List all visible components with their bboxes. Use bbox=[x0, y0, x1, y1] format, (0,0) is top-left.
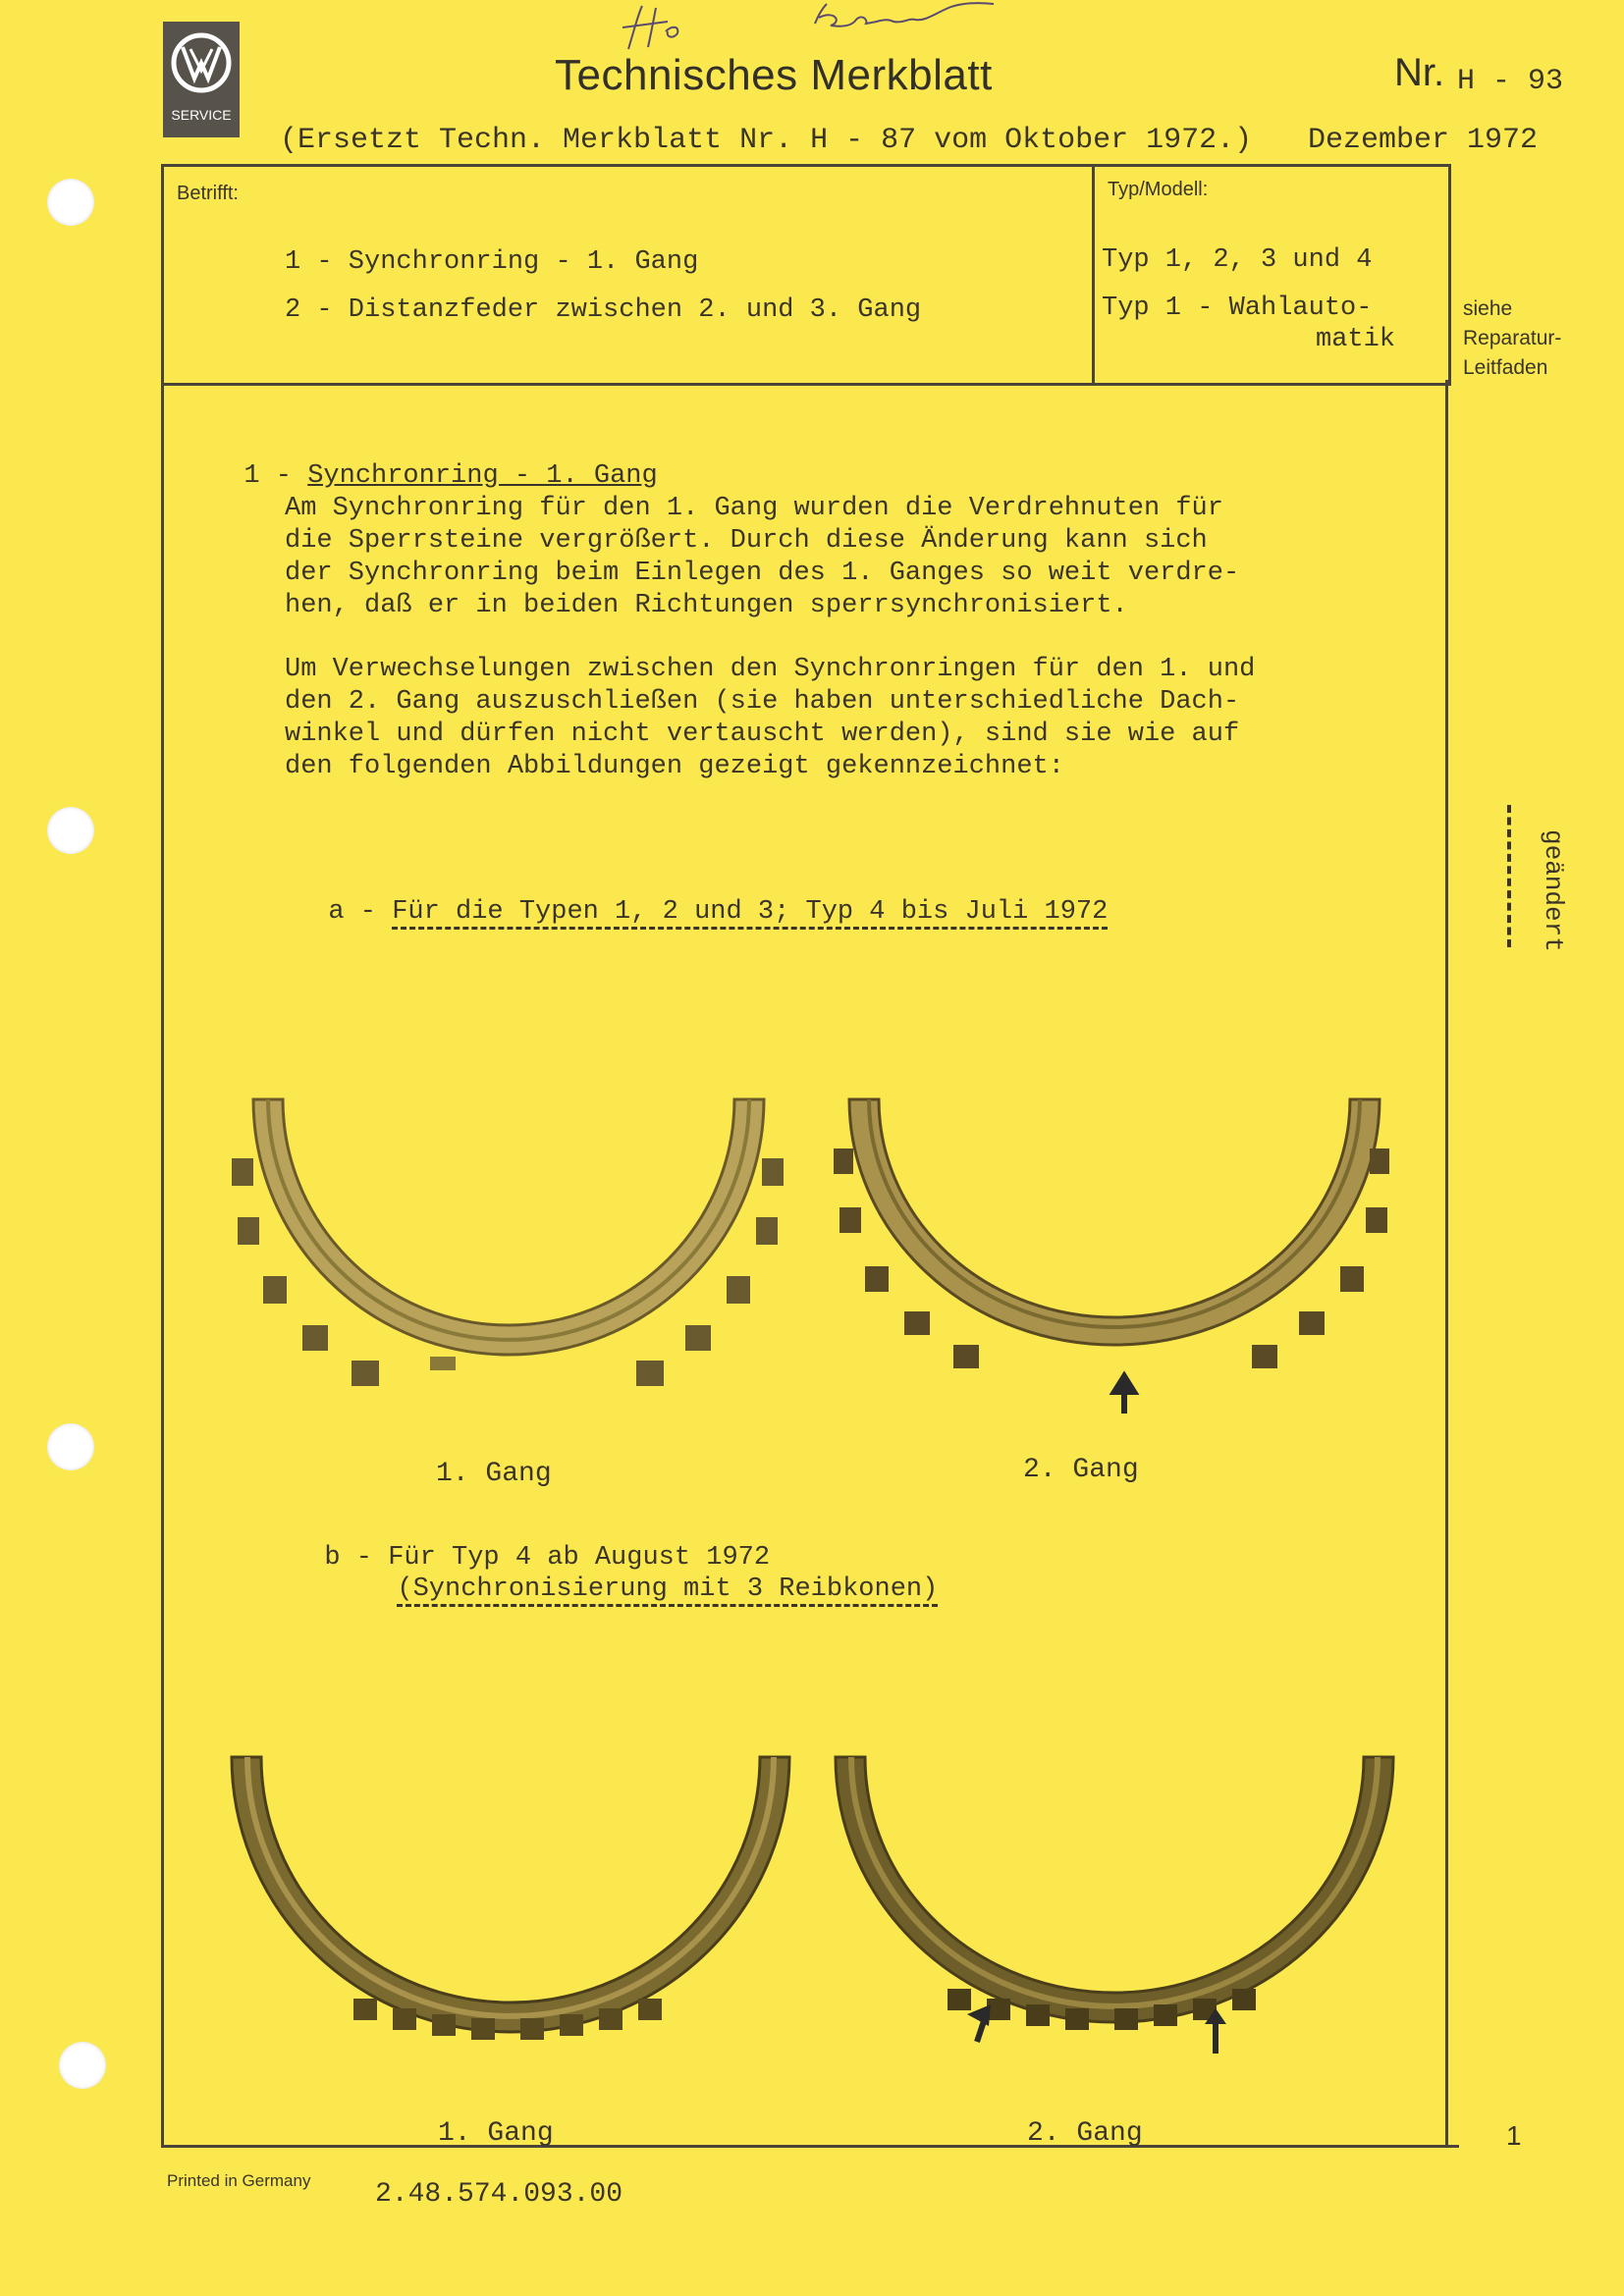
change-bar bbox=[1507, 805, 1515, 947]
doc-number-label: Nr. bbox=[1394, 51, 1445, 94]
part-a-label: Für die Typen 1, 2 und 3; Typ 4 bis Juli 1972 bbox=[392, 897, 1108, 930]
frame-bottom-line bbox=[161, 2145, 1459, 2148]
printed-in-note: Printed in Germany bbox=[167, 2171, 311, 2190]
frame-left-line bbox=[161, 380, 164, 2147]
caption-1st-gear: 1. Gang bbox=[436, 1459, 552, 1489]
part-b-label: Für Typ 4 ab August 1972 bbox=[388, 1543, 771, 1573]
subject-item: 1 - Synchronring - 1. Gang bbox=[285, 247, 699, 277]
punch-hole bbox=[47, 1423, 94, 1470]
caption-2nd-gear-b: 2. Gang bbox=[1027, 2118, 1143, 2149]
change-marker: geändert bbox=[1539, 829, 1568, 952]
part-a-prefix: a - bbox=[328, 897, 393, 927]
ring-image-2nd-gear-a bbox=[830, 1090, 1399, 1433]
paragraph: Um Verwechselungen zwischen den Synchronringen für den 1. und den 2. Gang auszuschließen (sie haben unterschiedliche Dach- winkel und dürfen nicht vertauscht werden), sind sie wie auf den folgenden Abbildungen gezeigt gekennzeichnet: bbox=[285, 655, 1256, 781]
side-note-line: Leitfaden bbox=[1463, 356, 1548, 379]
caption-1st-gear-b: 1. Gang bbox=[438, 2118, 554, 2149]
typ-modell-label: Typ/Modell: bbox=[1108, 179, 1209, 200]
vw-service-logo bbox=[163, 22, 240, 137]
punch-hole bbox=[59, 2042, 106, 2089]
ring-image-1st-gear-a bbox=[224, 1090, 793, 1423]
typ-item-cont: matik bbox=[1316, 325, 1396, 354]
side-note-line: siehe bbox=[1463, 297, 1513, 320]
replaces-note: (Ersetzt Techn. Merkblatt Nr. H - 87 vom Oktober 1972.) bbox=[280, 124, 1253, 157]
paragraph: Am Synchronring für den 1. Gang wurden die Verdrehnuten für die Sperrsteine vergrößert. Durch diese Änderung kann sich der Synchronring beim Einlegen des 1. Ganges so weit verdre- hen, daß er in beiden Richtungen sperrsynchronisiert. bbox=[285, 494, 1240, 620]
doc-number: H - 93 bbox=[1457, 65, 1564, 98]
side-note-line: Reparatur- bbox=[1463, 327, 1562, 349]
betrifft-label: Betrifft: bbox=[177, 183, 239, 204]
punch-hole bbox=[47, 807, 94, 854]
subject-item: 2 - Distanzfeder zwischen 2. und 3. Gang bbox=[285, 295, 922, 325]
issue-date: Dezember 1972 bbox=[1308, 124, 1539, 157]
ring-image-1st-gear-b bbox=[226, 1747, 795, 2052]
logo-text: SERVICE bbox=[171, 107, 232, 123]
part-a-heading bbox=[297, 864, 1108, 929]
subject-box-divider bbox=[1092, 164, 1095, 383]
punch-hole bbox=[47, 179, 94, 226]
section-title: Synchronring - 1. Gang bbox=[307, 461, 658, 491]
part-b-subheading bbox=[365, 1541, 938, 1606]
ring-image-2nd-gear-b bbox=[830, 1747, 1399, 2061]
section-heading bbox=[212, 428, 658, 493]
typ-item: Typ 1 - Wahlauto- bbox=[1102, 294, 1373, 323]
handwritten-note bbox=[609, 0, 1021, 55]
caption-2nd-gear: 2. Gang bbox=[1023, 1455, 1139, 1485]
print-number: 2.48.574.093.00 bbox=[375, 2179, 623, 2210]
page-title: Technisches Merkblatt bbox=[555, 51, 993, 99]
section-number: 1 - bbox=[244, 461, 308, 491]
page-number: 1 bbox=[1506, 2120, 1522, 2151]
side-note bbox=[1463, 294, 1561, 383]
frame-right-line bbox=[1445, 380, 1448, 2147]
part-b-prefix: b - bbox=[324, 1543, 389, 1573]
typ-item: Typ 1, 2, 3 und 4 bbox=[1102, 245, 1373, 275]
part-b-label2: (Synchronisierung mit 3 Reibkonen) bbox=[397, 1575, 938, 1607]
